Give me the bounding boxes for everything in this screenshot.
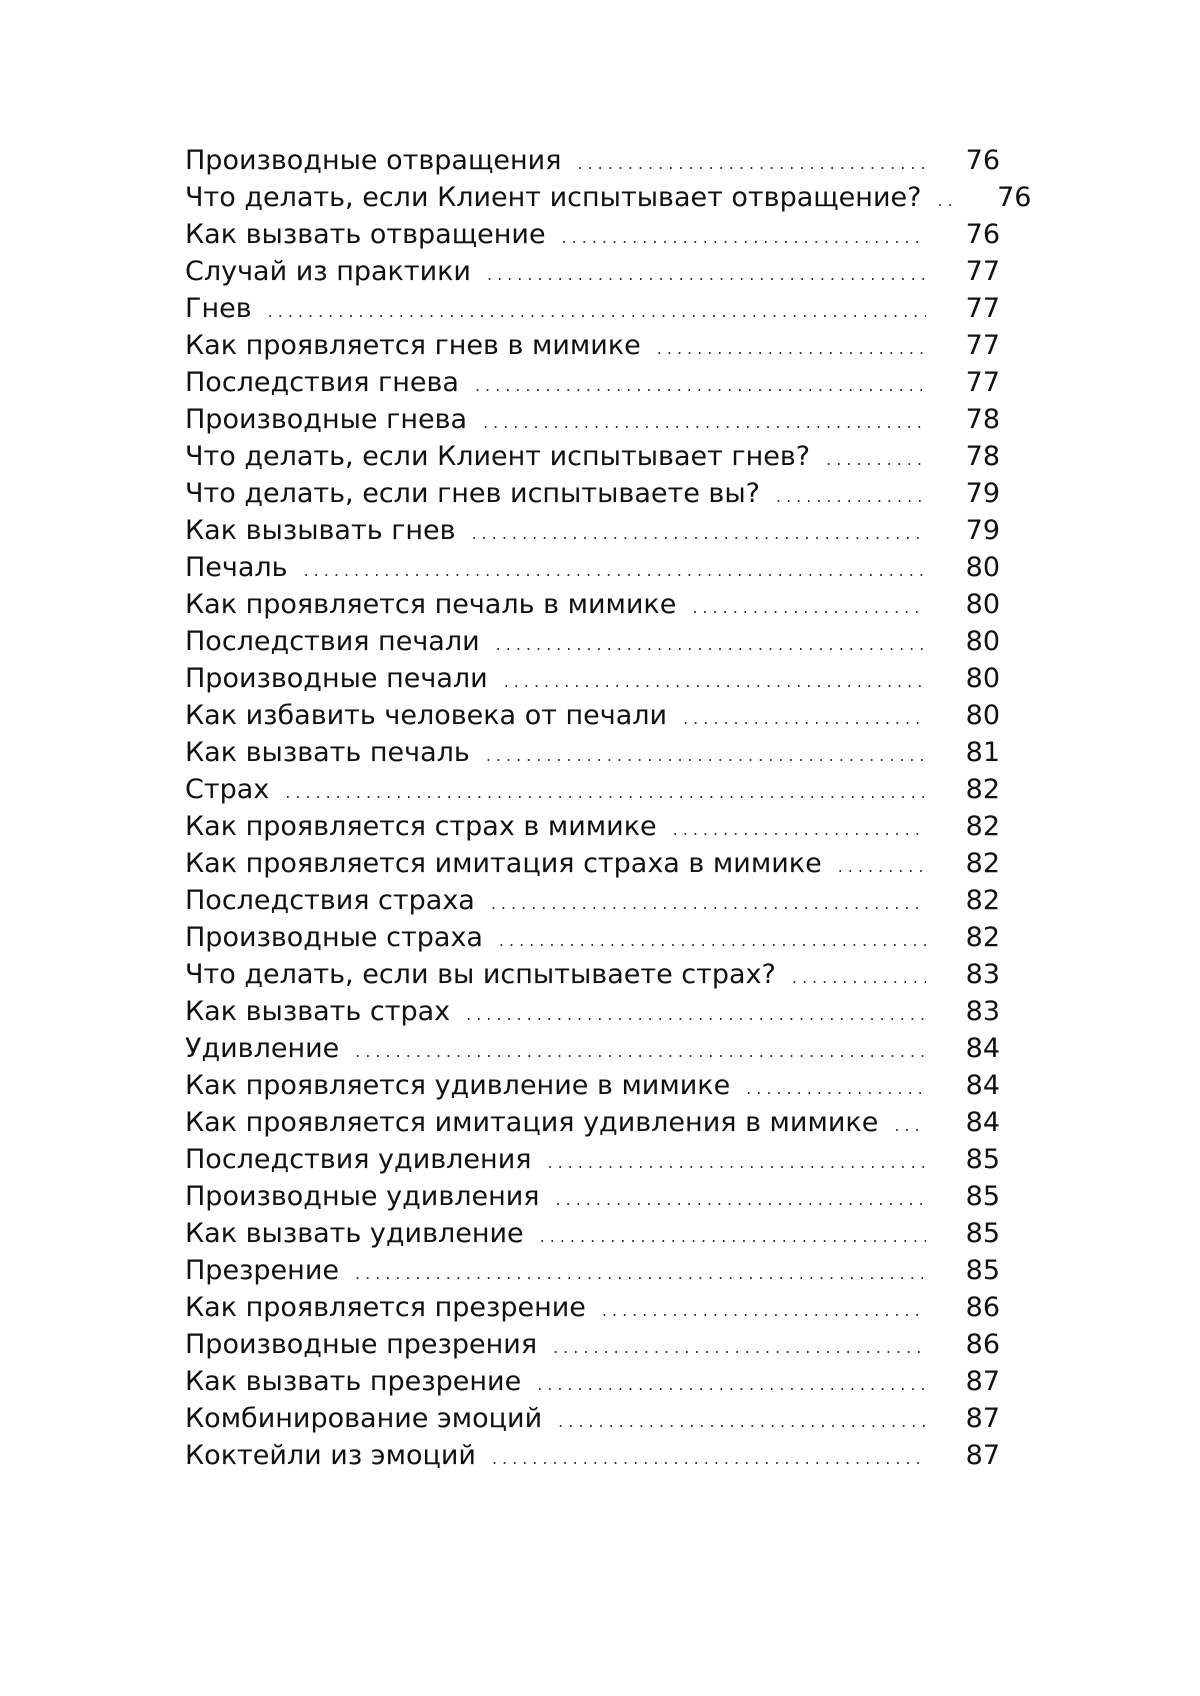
toc-entry-title: Как проявляется удивление в мимике bbox=[185, 1070, 731, 1101]
toc-entry-page-number: 85 bbox=[965, 1181, 1000, 1212]
toc-entry-page-number: 77 bbox=[965, 256, 1000, 287]
toc-entry-title: Производные страха bbox=[185, 922, 483, 953]
toc-entry-title: Производные печали bbox=[185, 663, 488, 694]
toc-entry[interactable] bbox=[185, 549, 1000, 586]
toc-entry-page-number: 76 bbox=[965, 145, 1000, 176]
toc-entry-page-number: 77 bbox=[965, 293, 1000, 324]
toc-entry[interactable] bbox=[185, 623, 1000, 660]
toc-entry-page-number: 76 bbox=[997, 182, 1032, 213]
dot-leader bbox=[673, 811, 926, 848]
dot-leader bbox=[355, 1255, 926, 1292]
dot-leader bbox=[472, 515, 926, 552]
toc-entry-title: Как проявляется гнев в мимике bbox=[185, 330, 641, 361]
toc-entry[interactable] bbox=[185, 142, 1000, 179]
toc-entry-title: Как проявляется имитация удивления в мимике bbox=[185, 1107, 879, 1138]
dot-leader bbox=[776, 478, 926, 515]
toc-entry-page-number: 77 bbox=[965, 367, 1000, 398]
dot-leader bbox=[562, 219, 926, 256]
toc-entry[interactable] bbox=[185, 1289, 1000, 1326]
dot-leader bbox=[547, 1144, 926, 1181]
dot-leader bbox=[540, 1218, 926, 1255]
toc-entry[interactable] bbox=[185, 993, 1000, 1030]
toc-entry[interactable] bbox=[185, 845, 1000, 882]
toc-entry-title: Печаль bbox=[185, 552, 288, 583]
toc-entry-title: Что делать, если гнев испытываете вы? bbox=[185, 478, 760, 509]
toc-entry-title: Что делать, если Клиент испытывает отвращение? bbox=[185, 182, 922, 213]
toc-entry-title: Как проявляется страх в мимике bbox=[185, 811, 657, 842]
toc-entry-page-number: 86 bbox=[965, 1329, 1000, 1360]
dot-leader bbox=[483, 404, 926, 441]
toc-entry-page-number: 80 bbox=[965, 663, 1000, 694]
toc-entry[interactable] bbox=[185, 808, 1000, 845]
toc-entry[interactable] bbox=[185, 253, 1000, 290]
toc-entry-title: Презрение bbox=[185, 1255, 339, 1286]
dot-leader bbox=[496, 626, 926, 663]
toc-entry-title: Последствия страха bbox=[185, 885, 475, 916]
dot-leader bbox=[486, 737, 926, 774]
toc-entry[interactable] bbox=[185, 1437, 1000, 1474]
toc-entry-page-number: 78 bbox=[965, 404, 1000, 435]
toc-entry-title: Коктейли из эмоций bbox=[185, 1440, 476, 1471]
toc-entry[interactable] bbox=[185, 1030, 1000, 1067]
toc-entry[interactable] bbox=[185, 586, 1000, 623]
toc-entry-title: Последствия печали bbox=[185, 626, 480, 657]
dot-leader bbox=[558, 1403, 926, 1440]
toc-entry[interactable] bbox=[185, 956, 1000, 993]
toc-entry-page-number: 80 bbox=[965, 626, 1000, 657]
toc-entry-title: Последствия удивления bbox=[185, 1144, 532, 1175]
toc-entry[interactable] bbox=[185, 475, 1000, 512]
dot-leader bbox=[657, 330, 926, 367]
toc-entry[interactable] bbox=[185, 1363, 1000, 1400]
toc-entry[interactable] bbox=[185, 216, 1000, 253]
toc-entry-title: Как избавить человека от печали bbox=[185, 700, 668, 731]
toc-entry[interactable] bbox=[185, 364, 1000, 401]
dot-leader bbox=[746, 1070, 926, 1107]
dot-leader bbox=[577, 145, 926, 182]
toc-entry[interactable] bbox=[185, 179, 1032, 216]
toc-entry-page-number: 85 bbox=[965, 1255, 1000, 1286]
toc-entry[interactable] bbox=[185, 882, 1000, 919]
toc-entry-title: Как вызвать печаль bbox=[185, 737, 470, 768]
toc-entry-page-number: 78 bbox=[965, 441, 1000, 472]
toc-entry[interactable] bbox=[185, 919, 1000, 956]
toc-entry[interactable] bbox=[185, 327, 1000, 364]
dot-leader bbox=[466, 996, 926, 1033]
toc-entry-page-number: 82 bbox=[965, 848, 1000, 879]
toc-entry[interactable] bbox=[185, 1215, 1000, 1252]
dot-leader bbox=[792, 959, 926, 996]
toc-entry-page-number: 87 bbox=[965, 1440, 1000, 1471]
dot-leader bbox=[683, 700, 926, 737]
dot-leader bbox=[692, 589, 926, 626]
dot-leader bbox=[492, 1440, 926, 1477]
toc-entry-title: Комбинирование эмоций bbox=[185, 1403, 543, 1434]
dot-leader bbox=[937, 182, 957, 219]
dot-leader bbox=[304, 552, 926, 589]
toc-entry-page-number: 86 bbox=[965, 1292, 1000, 1323]
dot-leader bbox=[838, 848, 926, 885]
toc-entry-title: Что делать, если вы испытываете страх? bbox=[185, 959, 776, 990]
toc-entry-page-number: 84 bbox=[965, 1070, 1000, 1101]
toc-entry[interactable] bbox=[185, 697, 1000, 734]
dot-leader bbox=[602, 1292, 926, 1329]
toc-entry-page-number: 81 bbox=[965, 737, 1000, 768]
toc-entry[interactable] bbox=[185, 660, 1000, 697]
toc-entry[interactable] bbox=[185, 1178, 1000, 1215]
toc-entry-page-number: 82 bbox=[965, 811, 1000, 842]
toc-entry-title: Производные гнева bbox=[185, 404, 468, 435]
toc-entry[interactable] bbox=[185, 1067, 1000, 1104]
toc-entry-page-number: 85 bbox=[965, 1144, 1000, 1175]
toc-entry-title: Страх bbox=[185, 774, 270, 805]
toc-entry[interactable] bbox=[185, 401, 1000, 438]
toc-entry-title: Как вызвать отвращение bbox=[185, 219, 546, 250]
toc-entry-title: Как проявляется имитация страха в мимике bbox=[185, 848, 822, 879]
toc-entry-page-number: 82 bbox=[965, 885, 1000, 916]
toc-entry-page-number: 79 bbox=[965, 515, 1000, 546]
toc-entry-title: Как проявляется печаль в мимике bbox=[185, 589, 677, 620]
toc-entry[interactable] bbox=[185, 438, 1000, 475]
toc-entry-title: Как вызывать гнев bbox=[185, 515, 456, 546]
table-of-contents bbox=[185, 142, 1032, 1474]
dot-leader bbox=[537, 1366, 926, 1403]
toc-entry-page-number: 87 bbox=[965, 1403, 1000, 1434]
toc-entry-title: Гнев bbox=[185, 293, 252, 324]
toc-entry-title: Как вызвать страх bbox=[185, 996, 451, 1027]
toc-entry[interactable] bbox=[185, 1141, 1000, 1178]
toc-entry[interactable] bbox=[185, 290, 1000, 327]
dot-leader bbox=[268, 293, 926, 330]
toc-entry-page-number: 84 bbox=[965, 1107, 1000, 1138]
toc-entry[interactable] bbox=[185, 512, 1000, 549]
toc-entry-page-number: 85 bbox=[965, 1218, 1000, 1249]
toc-entry-title: Производные удивления bbox=[185, 1181, 540, 1212]
dot-leader bbox=[499, 922, 926, 959]
toc-entry-title: Производные отвращения bbox=[185, 145, 562, 176]
toc-entry-title: Производные презрения bbox=[185, 1329, 538, 1360]
toc-entry-title: Случай из практики bbox=[185, 256, 471, 287]
toc-entry-page-number: 80 bbox=[965, 589, 1000, 620]
dot-leader bbox=[285, 774, 926, 811]
toc-entry-title: Последствия гнева bbox=[185, 367, 459, 398]
dot-leader bbox=[487, 256, 926, 293]
dot-leader bbox=[475, 367, 926, 404]
toc-entry-title: Как вызвать удивление bbox=[185, 1218, 524, 1249]
toc-entry[interactable] bbox=[185, 1400, 1000, 1437]
dot-leader bbox=[355, 1033, 926, 1070]
dot-leader bbox=[826, 441, 926, 478]
toc-entry[interactable] bbox=[185, 771, 1000, 808]
toc-entry-page-number: 80 bbox=[965, 552, 1000, 583]
dot-leader bbox=[491, 885, 926, 922]
toc-entry-page-number: 82 bbox=[965, 774, 1000, 805]
toc-entry-page-number: 79 bbox=[965, 478, 1000, 509]
dot-leader bbox=[553, 1329, 926, 1366]
toc-entry-page-number: 77 bbox=[965, 330, 1000, 361]
toc-entry-page-number: 76 bbox=[965, 219, 1000, 250]
toc-entry-page-number: 83 bbox=[965, 959, 1000, 990]
dot-leader bbox=[556, 1181, 926, 1218]
toc-entry[interactable] bbox=[185, 1252, 1000, 1289]
toc-entry-title: Удивление bbox=[185, 1033, 340, 1064]
toc-entry-title: Как вызвать презрение bbox=[185, 1366, 522, 1397]
toc-entry-page-number: 80 bbox=[965, 700, 1000, 731]
toc-entry[interactable] bbox=[185, 734, 1000, 771]
toc-entry-title: Что делать, если Клиент испытывает гнев? bbox=[185, 441, 811, 472]
dot-leader bbox=[504, 663, 926, 700]
toc-entry[interactable] bbox=[185, 1326, 1000, 1363]
toc-entry-page-number: 84 bbox=[965, 1033, 1000, 1064]
toc-entry[interactable] bbox=[185, 1104, 1000, 1141]
toc-entry-page-number: 83 bbox=[965, 996, 1000, 1027]
toc-entry-page-number: 87 bbox=[965, 1366, 1000, 1397]
toc-entry-page-number: 82 bbox=[965, 922, 1000, 953]
dot-leader bbox=[894, 1107, 926, 1144]
toc-entry-title: Как проявляется презрение bbox=[185, 1292, 586, 1323]
